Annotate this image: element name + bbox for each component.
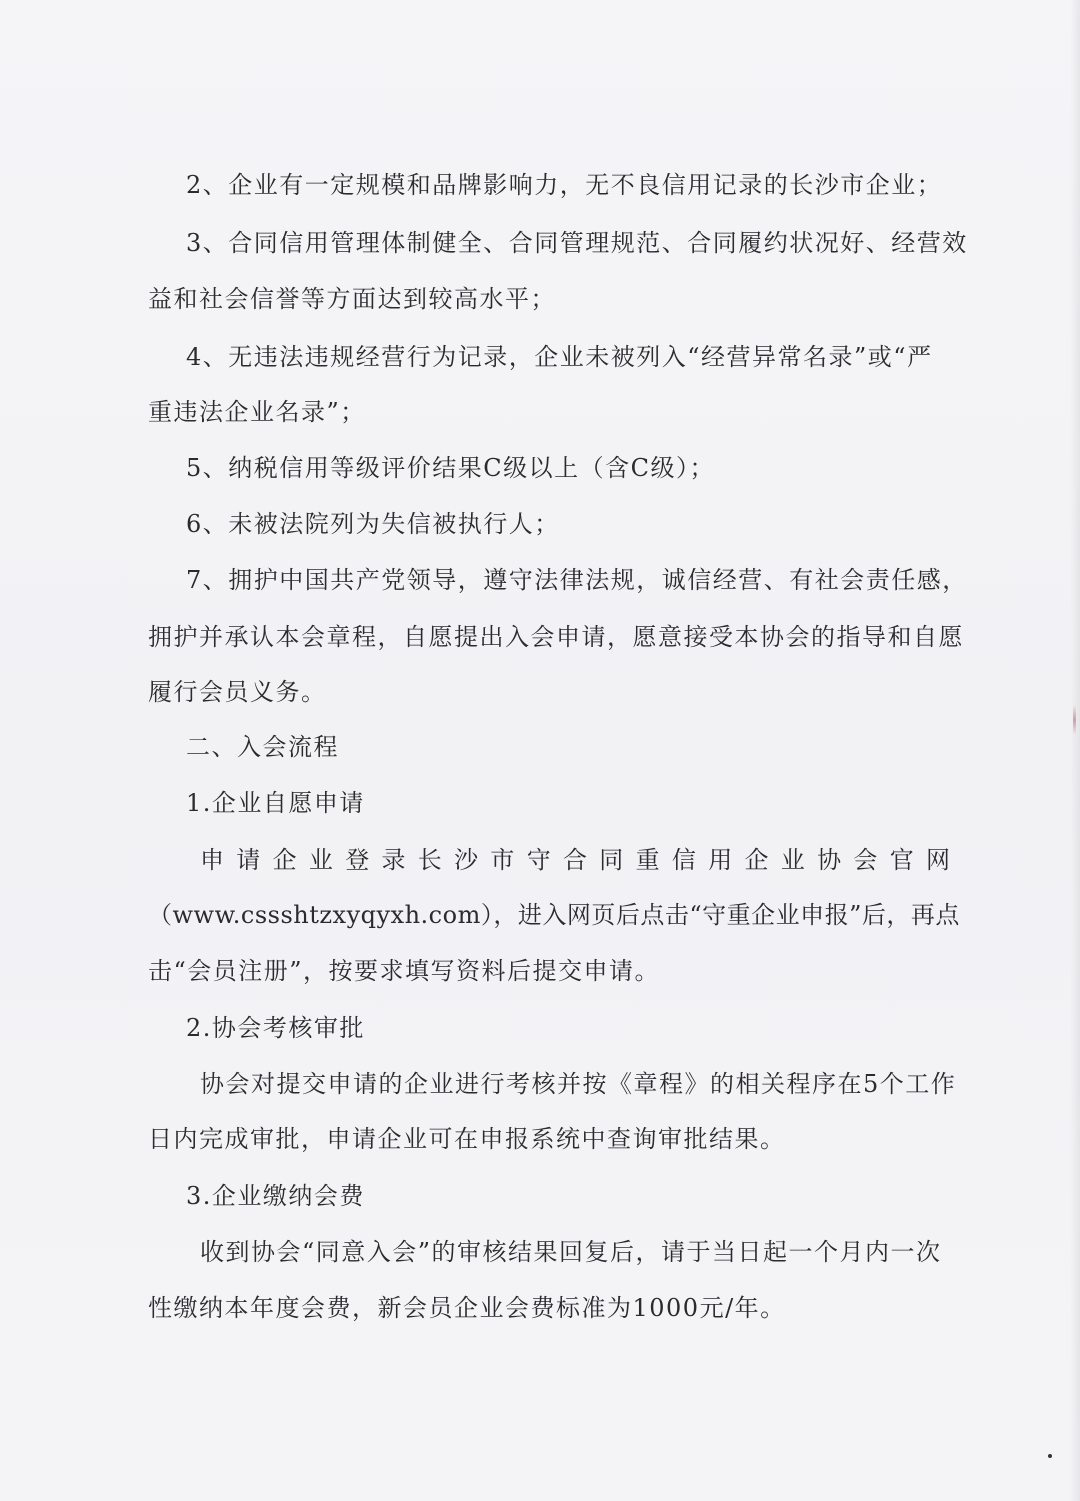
clause-3-line-2: 益和社会信誉等方面达到较高水平； <box>148 285 556 313</box>
step-2-line-2: 日内完成审批，申请企业可在申报系统中查询审批结果。 <box>148 1125 786 1153</box>
scan-mark <box>1073 705 1076 735</box>
clause-7-line-1: 7、拥护中国共产党领导，遵守法律法规，诚信经营、有社会责任感， <box>186 566 968 594</box>
clause-5: 5、纳税信用等级评价结果C级以上（含C级）； <box>186 454 715 482</box>
step-3-heading: 3.企业缴纳会费 <box>186 1182 365 1210</box>
step-2-line-1: 协会对提交申请的企业进行考核并按《章程》的相关程序在5个工作 <box>200 1070 957 1098</box>
step-1-line-3: 击“会员注册”，按要求填写资料后提交申请。 <box>148 957 661 985</box>
section-heading-process: 二、入会流程 <box>186 733 339 761</box>
clause-2: 2、企业有一定规模和品牌影响力，无不良信用记录的长沙市企业； <box>186 171 943 199</box>
step-2-heading: 2.协会考核审批 <box>186 1014 365 1042</box>
step-1-line-2: （www.cssshtzxyqyxh.com），进入网页后点击“守重企业申报”后，再点 <box>148 901 960 929</box>
clause-7-line-2: 拥护并承认本会章程，自愿提出入会申请，愿意接受本协会的指导和自愿 <box>148 623 964 651</box>
scan-speck <box>1048 1454 1052 1458</box>
step-1-line-1: 申请企业登录长沙市守合同重信用企业协会官网 <box>200 846 950 874</box>
clause-7-line-3: 履行会员义务。 <box>148 678 327 706</box>
clause-6: 6、未被法院列为失信被执行人； <box>186 510 560 538</box>
clause-4-line-2: 重违法企业名录”； <box>148 398 366 426</box>
step-1-heading: 1.企业自愿申请 <box>186 789 365 817</box>
clause-3-line-1: 3、合同信用管理体制健全、合同管理规范、合同履约状况好、经营效 <box>186 229 968 257</box>
step-3-line-1: 收到协会“同意入会”的审核结果回复后，请于当日起一个月内一次 <box>200 1238 942 1266</box>
page-edge-shadow <box>1070 0 1080 1501</box>
step-3-line-2: 性缴纳本年度会费，新会员企业会费标准为1000元/年。 <box>148 1294 786 1322</box>
clause-4-line-1: 4、无违法违规经营行为记录，企业未被列入“经营异常名录”或“严 <box>186 343 933 371</box>
